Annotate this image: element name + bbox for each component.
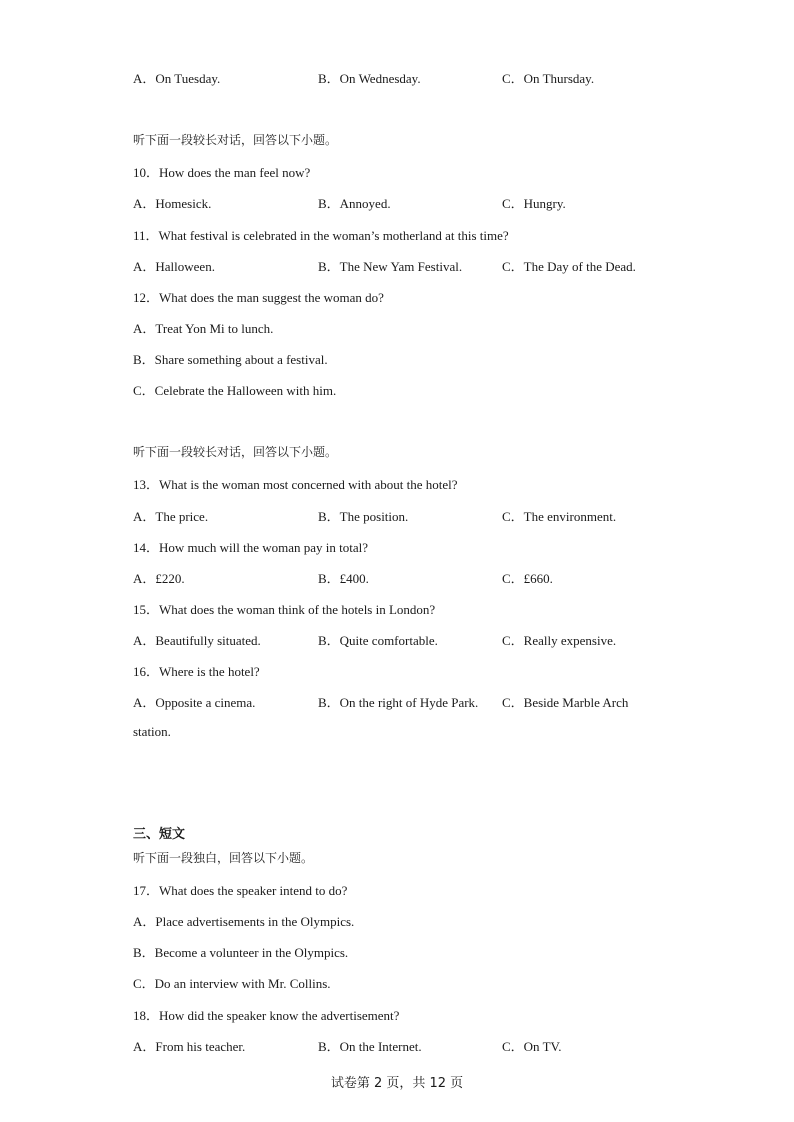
q16-option-b: B．On the right of Hyde Park.: [318, 695, 479, 710]
q13-option-b: B．The position.: [318, 509, 409, 524]
q11-stem: 11．What festival is celebrated in the woman’s motherland at this time?: [133, 228, 509, 243]
q14-option-a: A．£220.: [133, 571, 185, 586]
q17-option-b: B．Become a volunteer in the Olympics.: [133, 945, 349, 960]
q18-stem: 18．How did the speaker know the advertisement?: [133, 1008, 400, 1023]
q17-option-a: A．Place advertisements in the Olympics.: [133, 914, 355, 929]
q10-stem: 10．How does the man feel now?: [133, 165, 311, 180]
listening-instruction-2: 听下面一段较长对话，回答以下小题。: [133, 445, 338, 459]
section-heading-passage: 三、短文: [133, 827, 186, 842]
page-footer: 试卷第 2 页，共 12 页: [330, 1076, 464, 1091]
q10-option-b: B．Annoyed.: [318, 196, 391, 211]
q10-option-c: C．Hungry.: [502, 196, 566, 211]
q13-option-a: A．The price.: [133, 509, 209, 524]
q11-option-a: A．Halloween.: [133, 259, 215, 274]
listening-instruction-1: 听下面一段较长对话，回答以下小题。: [133, 133, 338, 147]
listening-instruction-3: 听下面一段独白，回答以下小题。: [133, 851, 314, 865]
q18-option-a: A．From his teacher.: [133, 1039, 246, 1054]
q11-option-b: B．The New Yam Festival.: [318, 259, 463, 274]
q14-option-c: C．£660.: [502, 571, 553, 586]
q11-option-c: C．The Day of the Dead.: [502, 259, 636, 274]
q12-stem: 12．What does the man suggest the woman do?: [133, 290, 384, 305]
q9-option-c: C．On Thursday.: [502, 71, 595, 86]
q15-option-b: B．Quite comfortable.: [318, 633, 438, 648]
q13-stem: 13．What is the woman most concerned with about the hotel?: [133, 477, 458, 492]
q16-stem: 16．Where is the hotel?: [133, 664, 260, 679]
q16-option-c: C．Beside Marble Arch: [502, 695, 629, 710]
q18-option-c: C．On TV.: [502, 1039, 562, 1054]
q10-option-a: A．Homesick.: [133, 196, 212, 211]
q17-option-c: C．Do an interview with Mr. Collins.: [133, 976, 331, 991]
q12-option-b: B．Share something about a festival.: [133, 352, 328, 367]
q9-option-a: A．On Tuesday.: [133, 71, 221, 86]
q12-option-a: A．Treat Yon Mi to lunch.: [133, 321, 274, 336]
q9-option-b: B．On Wednesday.: [318, 71, 421, 86]
q12-option-c: C．Celebrate the Halloween with him.: [133, 383, 337, 398]
q16-option-c-continued: station.: [133, 724, 171, 739]
q14-stem: 14．How much will the woman pay in total?: [133, 540, 369, 555]
q18-option-b: B．On the Internet.: [318, 1039, 422, 1054]
q17-stem: 17．What does the speaker intend to do?: [133, 883, 348, 898]
q16-option-a: A．Opposite a cinema.: [133, 695, 256, 710]
q13-option-c: C．The environment.: [502, 509, 617, 524]
q14-option-b: B．£400.: [318, 571, 369, 586]
q15-option-c: C．Really expensive.: [502, 633, 617, 648]
q15-option-a: A．Beautifully situated.: [133, 633, 261, 648]
q15-stem: 15．What does the woman think of the hotels in London?: [133, 602, 436, 617]
